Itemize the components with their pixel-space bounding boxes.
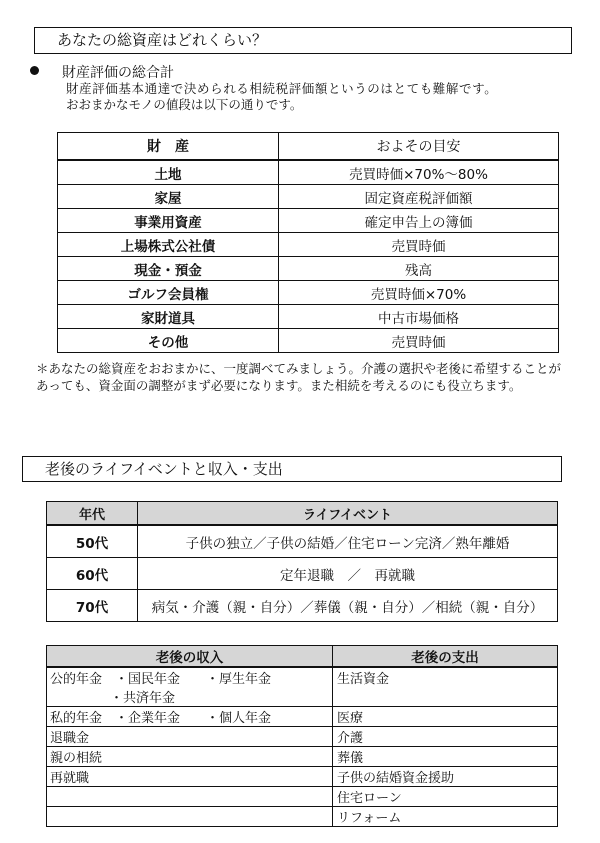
table-row [58,160,559,185]
life-event: 子供の独立／子供の結婚／住宅ローン完済／熟年離婚 [138,525,558,558]
table-row [47,787,558,807]
asset-name: 上場株式公社債 [58,233,279,257]
table-row [47,525,558,558]
expense-item: 医療 [333,707,558,727]
age-decade: 60代 [47,558,138,590]
note-line-1: ＊あなたの総資産をおおまかに、一度調べてみましょう。介護の選択や老後に希望することが [36,361,562,376]
income-item [47,667,333,707]
expense-item: 葬儀 [333,747,558,767]
expense-item: 子供の結婚資金援助 [333,767,558,787]
asset-name: 事業用資産 [58,209,279,233]
table-row [47,767,558,787]
asset-estimate: 確定申告上の簿価 [279,209,559,233]
table-row [58,329,559,353]
asset-name: 家屋 [58,185,279,209]
table-header-row [58,133,559,161]
note-line-2: あっても、資金面の調整がまず必要になります。また相続を考えるのにも役立ちます。 [36,378,522,393]
table-row [47,558,558,590]
asset-name: 家財道具 [58,305,279,329]
table-row [47,727,558,747]
note-text [36,360,596,394]
asset-estimate: 売買時価×70%～80% [279,160,559,185]
expense-item: リフォーム [333,807,558,827]
income-item: 私的年金 ・企業年金 ・個人年金 [47,707,333,727]
table-row [58,185,559,209]
column-header-income: 老後の収入 [47,646,333,668]
asset-name: 土地 [58,160,279,185]
column-header-life-event: ライフイベント [138,502,558,526]
intro-line-2: おおまかなモノの値段は以下の通りです。 [66,97,303,112]
column-header-age: 年代 [47,502,138,526]
column-header-expense: 老後の支出 [333,646,558,668]
column-header-estimate: およその目安 [279,133,559,161]
life-event: 病気・介護（親・自分）／葬儀（親・自分）／相続（親・自分） [138,590,558,622]
asset-name: 現金・預金 [58,257,279,281]
section-title-assets: あなたの総資産はどれくらい？ [34,27,572,54]
expense-item: 住宅ローン [333,787,558,807]
income-line: 公的年金 ・国民年金 ・厚生年金 [50,672,272,687]
expense-item: 生活資金 [333,667,558,707]
income-item [47,787,333,807]
table-row [47,707,558,727]
income-item: 親の相続 [47,747,333,767]
table-row [47,747,558,767]
table-row [58,257,559,281]
table-row [47,590,558,622]
income-item: 再就職 [47,767,333,787]
asset-estimate: 売買時価 [279,233,559,257]
table-row [58,209,559,233]
table-row [58,305,559,329]
asset-estimate: 残高 [279,257,559,281]
age-decade: 50代 [47,525,138,558]
income-expense-table [46,645,558,827]
table-row [47,667,558,707]
life-events-table [46,501,558,622]
section-title-life-events: 老後のライフイベントと収入・支出 [22,456,562,482]
table-header-row [47,502,558,526]
table-row [58,281,559,305]
life-event: 定年退職 ／ 再就職 [138,558,558,590]
asset-valuation-table [57,132,559,353]
intro-line-1: 財産評価基本通達で決められる相続税評価額というのはとても難解です。 [66,81,498,96]
table-row [58,233,559,257]
income-item [47,807,333,827]
income-item: 退職金 [47,727,333,747]
expense-item: 介護 [333,727,558,747]
asset-estimate: 固定資産税評価額 [279,185,559,209]
subheading-asset-total: 財産評価の総合計 [62,65,174,81]
column-header-asset: 財 産 [58,133,279,161]
income-line: ・共済年金 [110,691,176,706]
asset-estimate: 中古市場価格 [279,305,559,329]
asset-estimate: 売買時価 [279,329,559,353]
table-header-row [47,646,558,668]
intro-text [66,81,497,113]
asset-name: その他 [58,329,279,353]
bullet-icon [30,66,39,75]
age-decade: 70代 [47,590,138,622]
asset-name: ゴルフ会員権 [58,281,279,305]
table-row [47,807,558,827]
asset-estimate: 売買時価×70% [279,281,559,305]
